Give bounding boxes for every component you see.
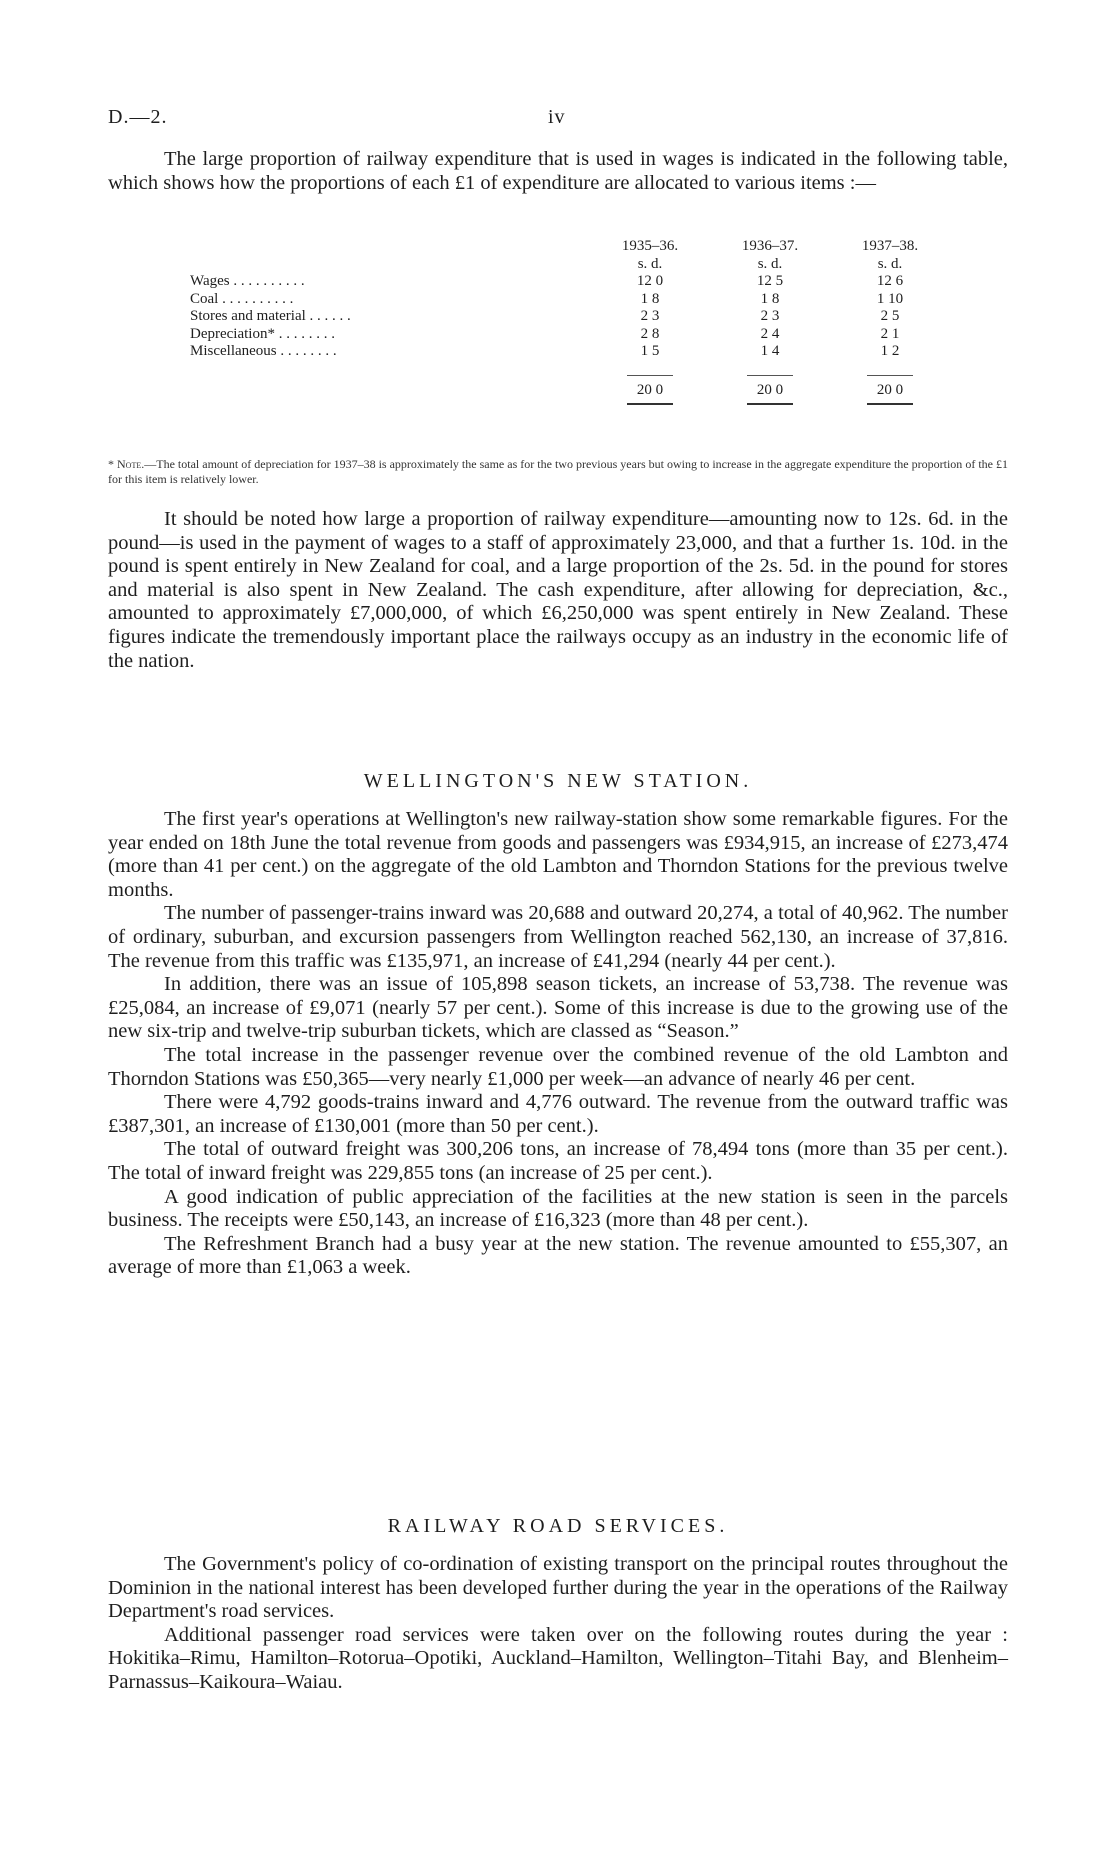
cell-value: 1 8 <box>760 290 780 307</box>
cell-value: 1 8 <box>640 290 660 307</box>
cell-value: 1 5 <box>640 343 660 359</box>
paragraph: The total increase in the passenger revenue over the combined revenue of the old Lambton and Thorndon Stations was £50,365—very nearly £1,000 per week—an advance of nearly 46 per cent. <box>108 1043 1008 1090</box>
paragraph: The Government's policy of co-ordination of existing transport on the principal routes throughout the Dominion in the national interest has been developed further during the year in the operations of the Railway Department's road services. <box>108 1553 1008 1623</box>
footnote-label: * Note. <box>108 457 145 471</box>
page-number: iv <box>548 106 566 128</box>
cell-value: 1 4 <box>760 343 780 359</box>
unit-header: s. d. <box>637 255 663 272</box>
cell-value: 2 8 <box>640 325 660 342</box>
table-unit-header-row <box>190 256 950 274</box>
row-label: Coal . . . . . . . . . . <box>190 290 294 307</box>
wellington-section <box>108 808 1008 1280</box>
paragraph: A good indication of public appreciation of the facilities at the new station is seen in the parcels business. The receipts were £50,143, an increase of £16,323 (more than 48 per cent.). <box>108 1185 1008 1232</box>
year-header: 1937–38. <box>861 238 919 254</box>
table-corner <box>190 238 590 256</box>
total-value: 20 0 <box>747 375 793 406</box>
intro-paragraph <box>108 148 1008 195</box>
cell-value: 12 0 <box>636 273 664 289</box>
paragraph: Additional passenger road services were taken over on the following routes during the year : Hokitika–Rimu, Hamilton–Rotorua–Opotiki, Auckland–Hamilton, Wellington–Titahi Bay, and Blenheim–Parnassus–Kaikoura–Waiau. <box>108 1623 1008 1693</box>
paragraph: It should be noted how large a proportion of railway expenditure—amounting now to 12s. 6d. in the pound—is used in the payment of wages to a staff of approximately 23,000, and that a further 1s. 10d. in the pound is spent entirely in New Zealand for coal, and a large proportion of the 2s. 5d. in the pound for stores and material is also spent in New Zealand. The cash expenditure, after allowing for depreciation, &c., amounted to approximately £7,000,000, of which £6,250,000 was spent entirely in New Zealand. These figures indicate the tremendously important place the railways occupy as an industry in the economic life of the nation. <box>108 508 1008 672</box>
cell-value: 1 2 <box>880 343 900 359</box>
cell-value: 2 3 <box>760 308 780 324</box>
cell-value: 2 4 <box>760 325 780 342</box>
table-row <box>190 291 950 309</box>
year-header: 1935–36. <box>621 238 679 254</box>
row-label: Wages . . . . . . . . . . <box>190 273 305 289</box>
paragraph: The total of outward freight was 300,206 tons, an increase of 78,494 tons (more than 35 per cent.). The total of inward freight was 229,855 tons (an increase of 25 per cent.). <box>108 1138 1008 1184</box>
cell-value: 12 5 <box>756 273 784 289</box>
year-header: 1936–37. <box>741 238 799 254</box>
page-reference: D.—2. <box>108 106 168 128</box>
row-label: Miscellaneous . . . . . . . . <box>190 343 337 359</box>
expenditure-allocation-table <box>190 238 950 405</box>
footnote-text: —The total amount of depreciation for 1937–38 is approximately the same as for the two previous years but owing to increase in the aggregate expenditure the proportion of the £1 for this item is relatively lower. <box>108 457 1008 486</box>
section-heading-wellington: WELLINGTON'S NEW STATION. <box>363 770 753 792</box>
paragraph: The Refreshment Branch had a busy year at the new station. The revenue amounted to £55,307, an average of more than £1,063 a week. <box>108 1232 1008 1279</box>
footnote <box>108 457 1008 487</box>
table-row <box>190 308 950 326</box>
cell-value: 12 6 <box>876 273 904 289</box>
row-label: Stores and material . . . . . . <box>190 308 351 324</box>
table-row <box>190 343 950 361</box>
table-total-row <box>190 361 950 406</box>
table-row <box>190 326 950 344</box>
paragraph: In addition, there was an issue of 105,898 season tickets, an increase of 53,738. The revenue was £25,084, an increase of £9,071 (nearly 57 per cent.). Some of this increase is due to the growing use of the new six-trip and twelve-trip suburban tickets, which are classed as “Season.” <box>108 973 1008 1043</box>
road-services-section <box>108 1553 1008 1695</box>
cell-value: 2 3 <box>640 308 660 324</box>
paragraph: The number of passenger-trains inward was 20,688 and outward 20,274, a total of 40,962. The number of ordinary, suburban, and excursion passengers from Wellington reached 562,130, an increase of 37,816. The revenue from this traffic was £135,971, an increase of £41,294 (nearly 44 per cent.). <box>108 902 1008 972</box>
intro-text: The large proportion of railway expenditure that is used in wages is indicated in the following table, which shows how the proportions of each £1 of expenditure are allocated to various items :— <box>108 148 1008 194</box>
paragraph: The first year's operations at Wellington's new railway-station show some remarkable figures. For the year ended on 18th June the total revenue from goods and passengers was £934,915, an increase of £273,474 (more than 41 per cent.) on the aggregate of the old Lambton and Thorndon Stations for the previous twelve months. <box>108 808 1008 901</box>
cell-value: 2 5 <box>880 308 900 324</box>
total-value: 20 0 <box>627 375 673 406</box>
row-label: Depreciation* . . . . . . . . <box>190 325 335 342</box>
wages-commentary-paragraph <box>108 508 1008 673</box>
total-value: 20 0 <box>867 375 913 406</box>
table-row <box>190 273 950 291</box>
cell-value: 2 1 <box>880 325 900 342</box>
unit-header: s. d. <box>757 255 783 272</box>
table-year-header-row <box>190 238 950 256</box>
section-heading-road-services: RAILWAY ROAD SERVICES. <box>387 1515 729 1537</box>
cell-value: 1 10 <box>876 290 904 307</box>
unit-header: s. d. <box>877 255 903 272</box>
paragraph: There were 4,792 goods-trains inward and 4,776 outward. The revenue from the outward traffic was £387,301, an increase of £130,001 (more than 50 per cent.). <box>108 1091 1008 1137</box>
